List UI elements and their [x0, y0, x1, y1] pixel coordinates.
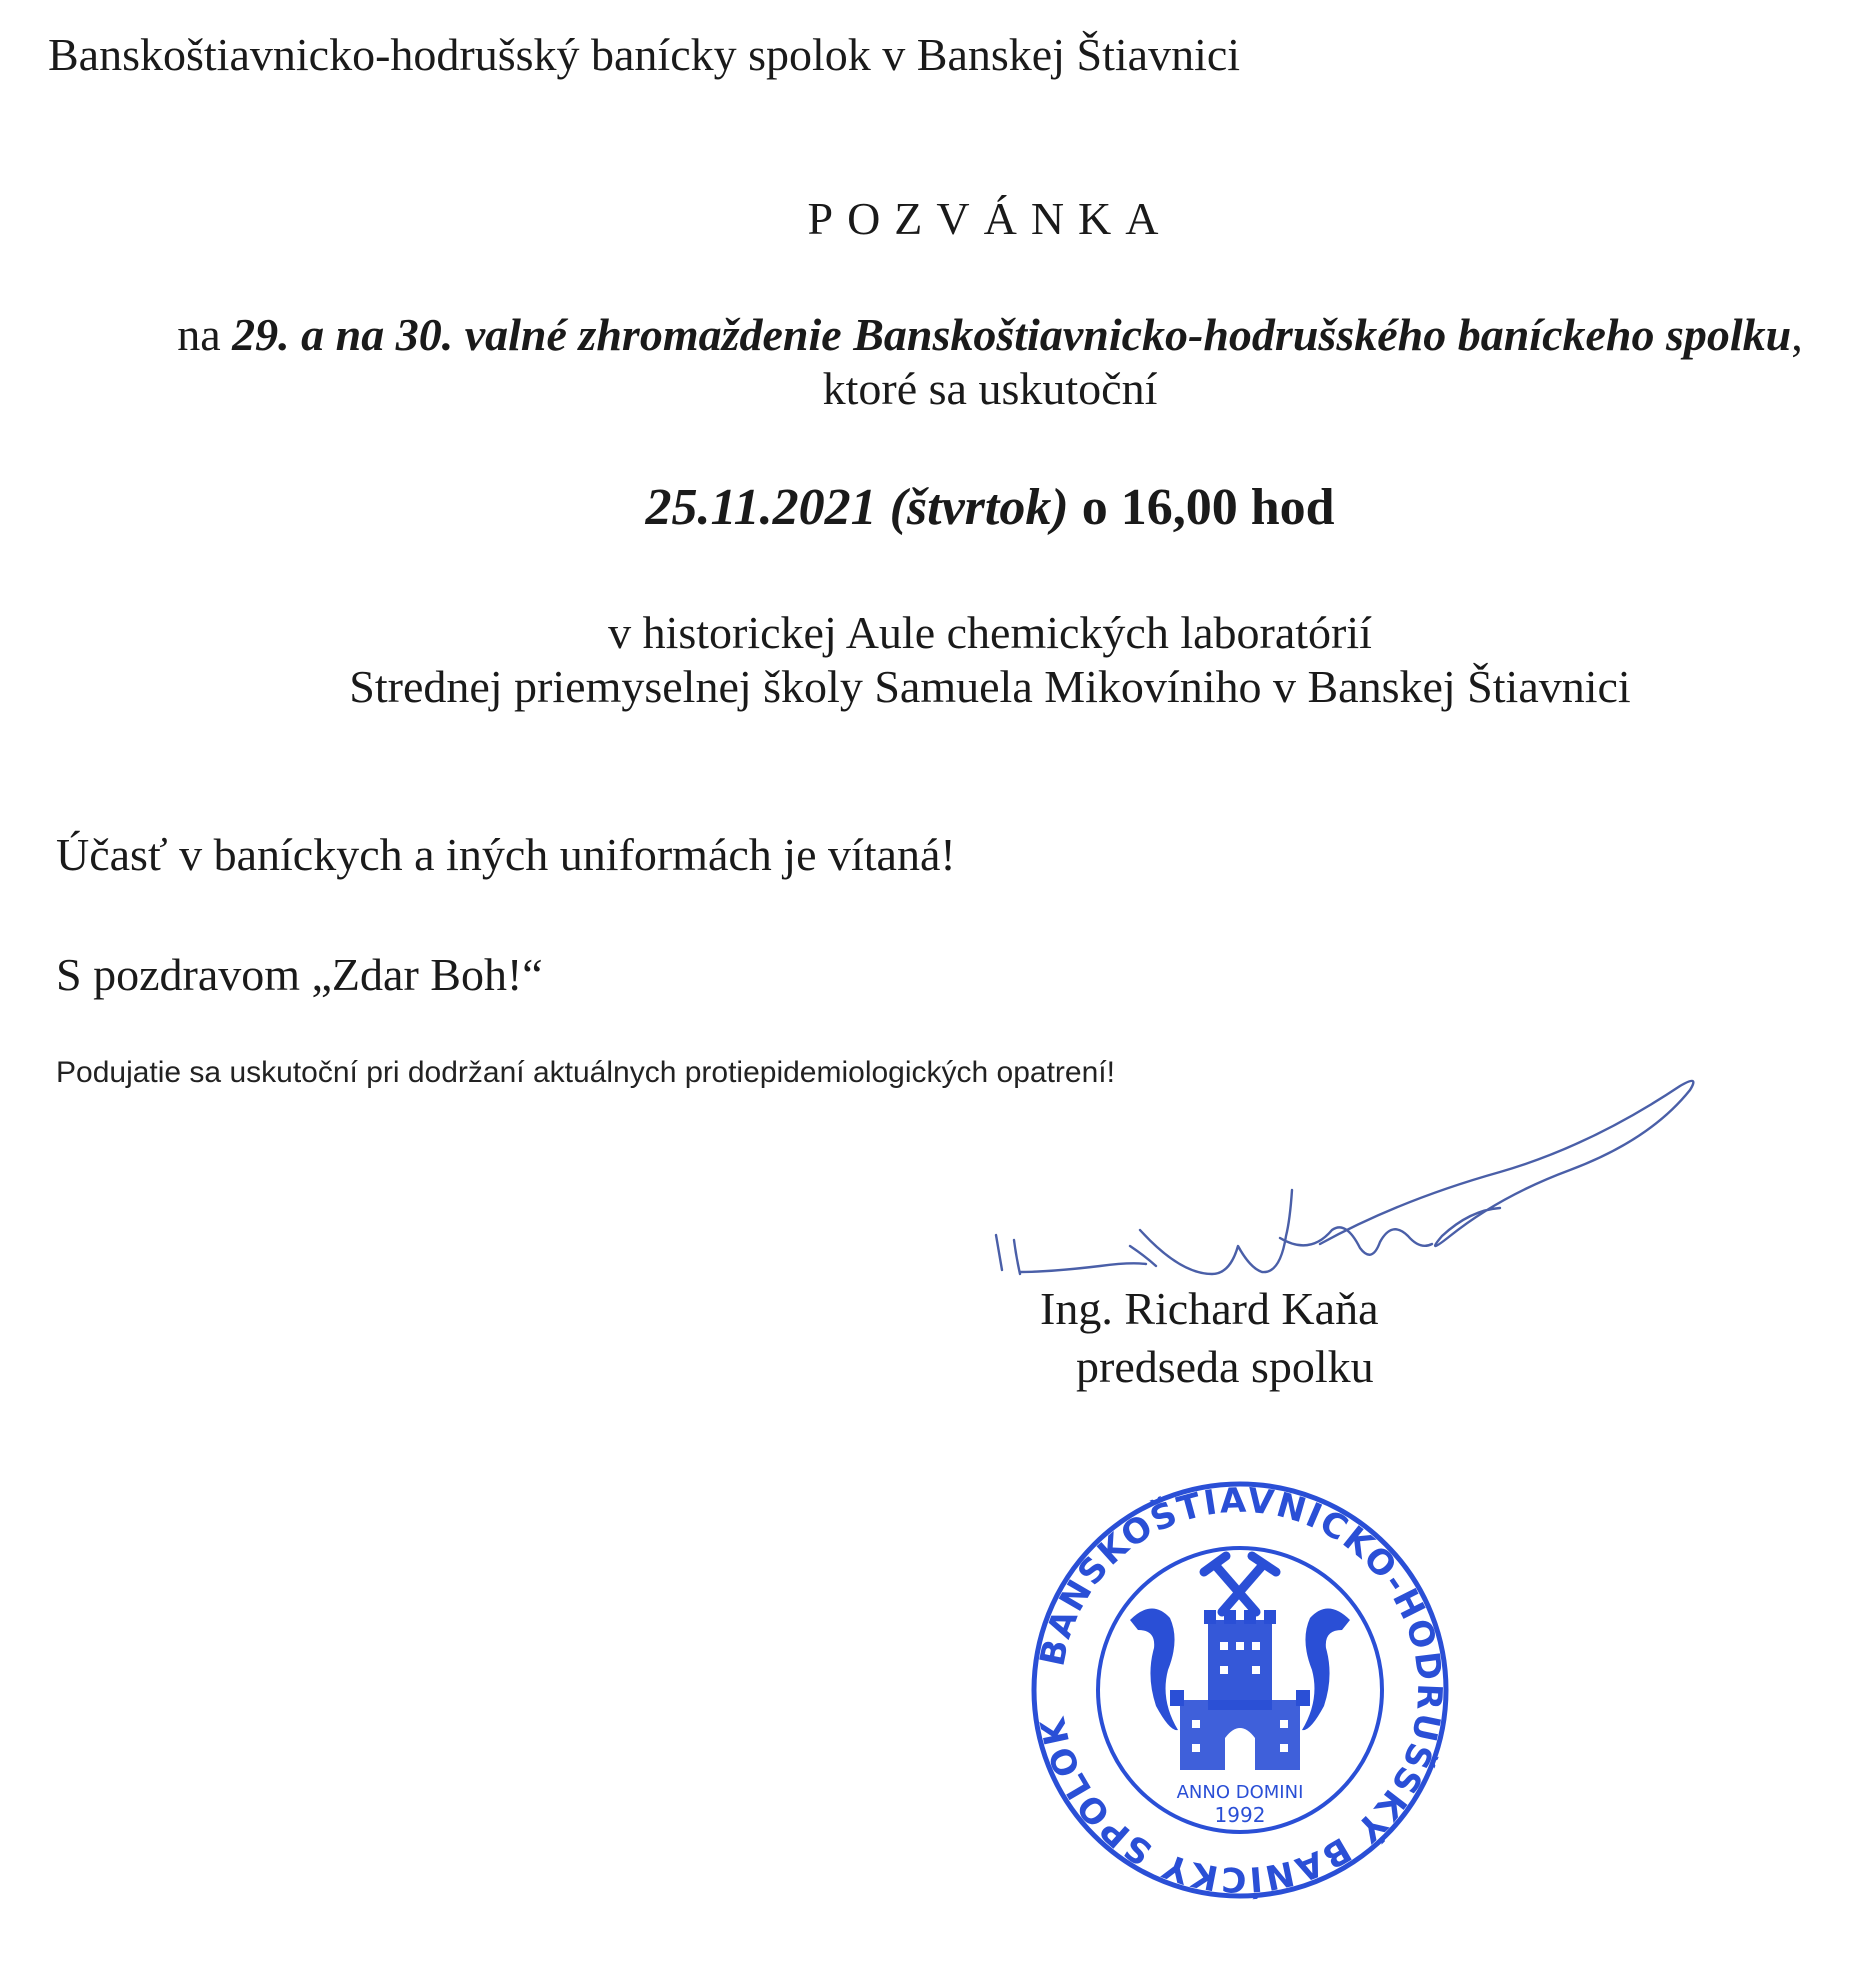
signer-role: predseda spolku: [1076, 1341, 1374, 1392]
organization-header: Banskoštiavnicko-hodrušský banícky spolok v Banskej Štiavnici: [48, 29, 1241, 80]
venue-line-2: Strednej priemyselnej školy Samuela Mikovíniho v Banskej Štiavnici: [349, 661, 1631, 712]
greeting-text: S pozdravom „Zdar Boh!“: [56, 949, 543, 1000]
crossed-hammers-icon: [1204, 1556, 1276, 1612]
signer-name: Ing. Richard Kaňa: [1040, 1283, 1379, 1334]
document-title: POZVÁNKA: [807, 193, 1173, 244]
venue-line-1: v historickej Aule chemických laboratórií: [608, 607, 1372, 658]
official-stamp: [1020, 1470, 1460, 1910]
invitation-prefix: na: [177, 309, 233, 360]
event-datetime: [0, 478, 1866, 537]
invitation-line: [0, 308, 1866, 361]
stamp-ring-text: BANSKOŠTIAVNICKO-HODRUŠSKÝ BANÍCKY SPOLOK: [1032, 1480, 1450, 1900]
invitation-event-name: 29. a na 30. valné zhromaždenie Banskoštiavnicko-hodrušského baníckeho spolku: [232, 309, 1792, 360]
event-date: 25.11.2021 (štvrtok): [645, 479, 1069, 536]
event-time: o 16,00 hod: [1068, 479, 1335, 536]
stamp-year: 1992: [1214, 1803, 1266, 1827]
handwritten-signature: [980, 1060, 1760, 1320]
stamp-anno-domini: ANNO DOMINI: [1176, 1782, 1304, 1803]
invitation-subline: ktoré sa uskutoční: [822, 363, 1158, 414]
epidemiological-note: Podujatie sa uskutoční pri dodržaní aktuálnych protiepidemiologických opatrení!: [56, 1056, 1115, 1089]
invitation-suffix: ,: [1791, 309, 1803, 360]
uniform-welcome-text: Účasť v baníckych a iných uniformách je vítaná!: [56, 829, 956, 880]
